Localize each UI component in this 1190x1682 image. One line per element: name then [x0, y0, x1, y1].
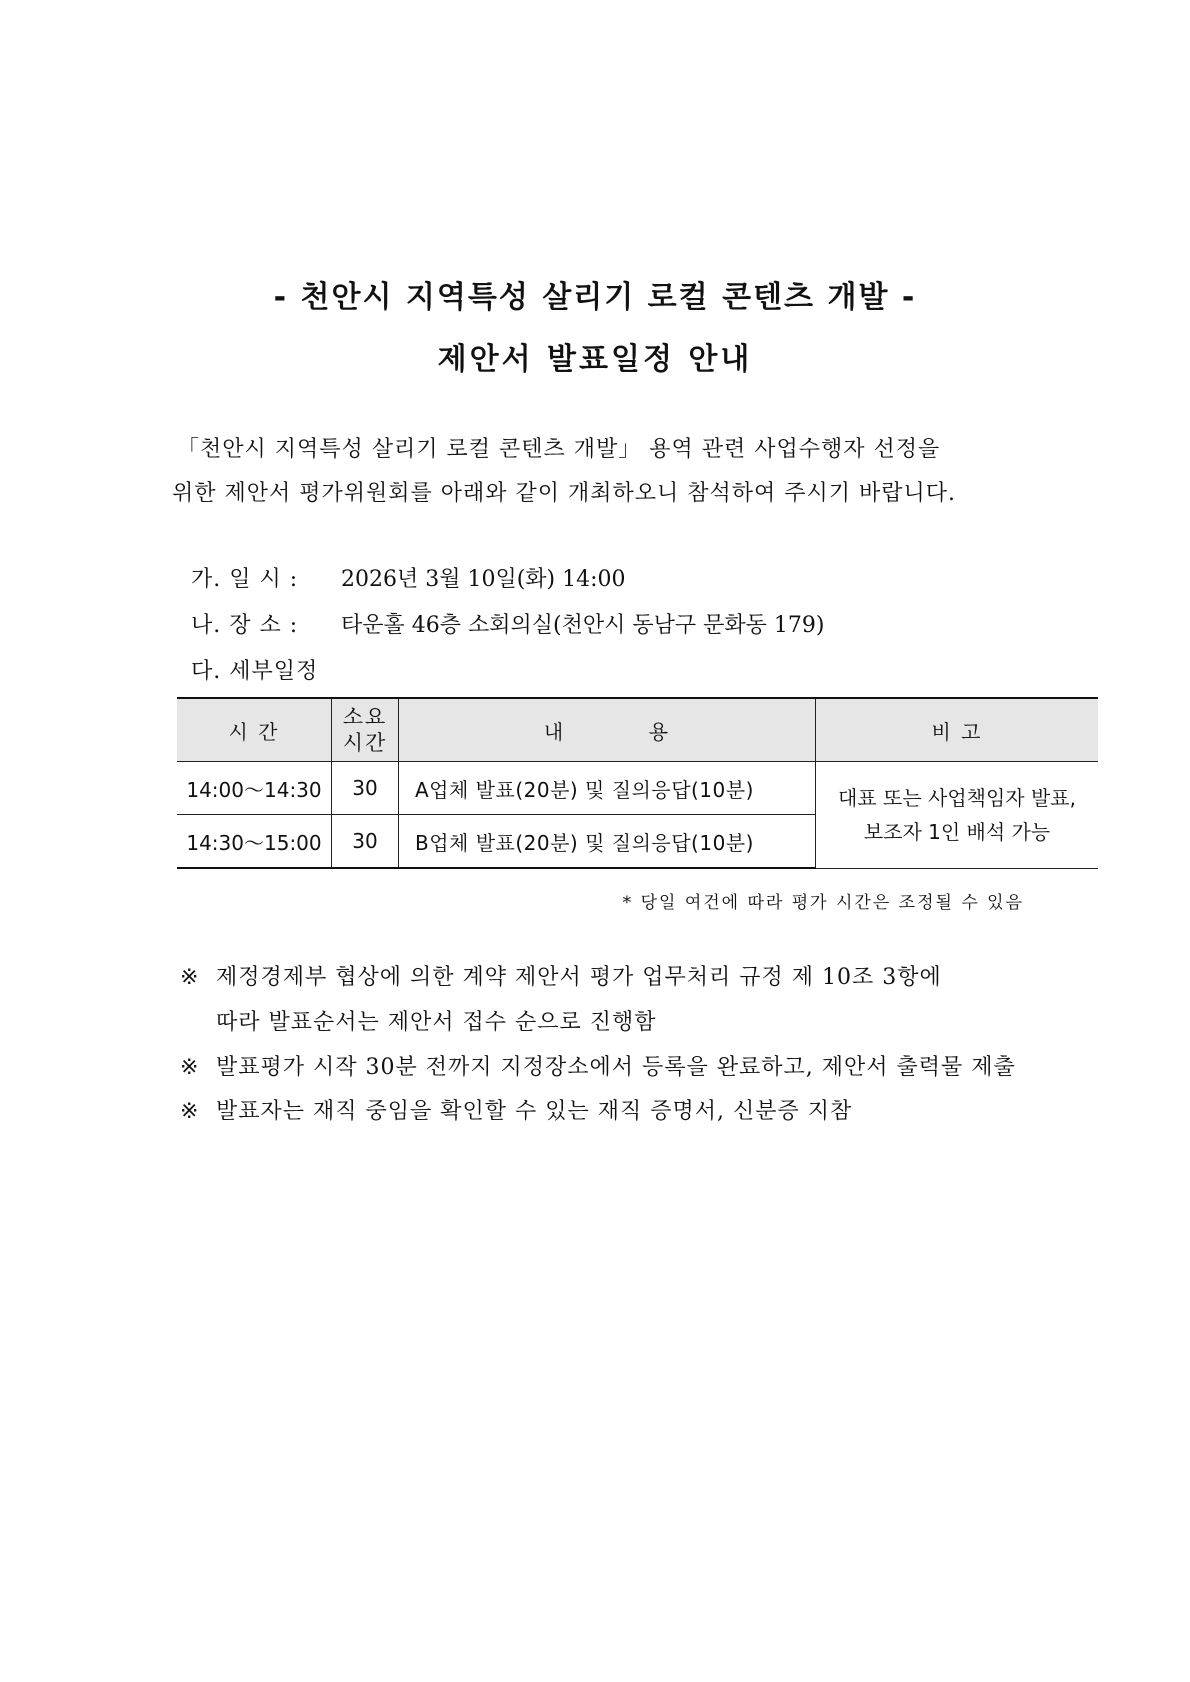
reference-mark-icon: ※	[180, 1055, 200, 1080]
row-content: B업체 발표(20분) 및 질의응답(10분)	[399, 815, 816, 869]
header-content: 내 용	[399, 698, 816, 762]
header-duration	[332, 698, 399, 762]
remark-3-text: 발표자는 재직 중임을 확인할 수 있는 재직 증명서, 신분증 지참	[216, 1099, 853, 1124]
intro-line-2: 위한 제안서 평가위원회를 아래와 같이 개최하오니 참석하여 주시기 바랍니다.	[172, 481, 957, 506]
remark-1-continuation: 따라 발표순서는 제안서 접수 순으로 진행함	[216, 1010, 657, 1035]
remark-2	[180, 1050, 1016, 1081]
header-duration-top: 소요	[342, 705, 388, 729]
row-content: A업체 발표(20분) 및 질의응답(10분)	[399, 762, 816, 815]
row-duration: 30	[332, 815, 399, 869]
document-title: - 천안시 지역특성 살리기 로컬 콘텐츠 개발 -	[273, 280, 917, 315]
note-line-2: 보조자 1인 배석 가능	[863, 819, 1051, 844]
remark-1	[180, 960, 942, 991]
item-location-label: 나. 장 소 :	[191, 613, 299, 638]
row-time: 14:00～14:30	[177, 762, 332, 815]
header-time: 시 간	[177, 698, 332, 762]
table-header-row	[177, 698, 1098, 762]
note-line-1: 대표 또는 사업책임자 발표,	[838, 785, 1076, 810]
document-subtitle: 제안서 발표일정 안내	[437, 342, 753, 377]
intro-line-1: 「천안시 지역특성 살리기 로컬 콘텐츠 개발」 용역 관련 사업수행자 선정을	[177, 437, 941, 462]
remark-3	[180, 1094, 852, 1125]
item-location-value: 타운홀 46층 소회의실(천안시 동남구 문화동 179)	[341, 613, 825, 638]
schedule-table	[177, 697, 1098, 869]
item-schedule	[191, 654, 341, 685]
table-row	[177, 762, 1098, 815]
header-duration-bottom: 시간	[342, 731, 388, 755]
header-note: 비 고	[816, 698, 1099, 762]
remark-2-text: 발표평가 시작 30분 전까지 지정장소에서 등록을 완료하고, 제안서 출력물 제출	[216, 1055, 1016, 1080]
item-datetime-label: 가. 일 시 :	[191, 567, 299, 592]
item-datetime-value: 2026년 3월 10일(화) 14:00	[341, 567, 626, 592]
remark-1-line-1: 제정경제부 협상에 의한 계약 제안서 평가 업무처리 규정 제 10조 3항에	[216, 965, 942, 990]
reference-mark-icon: ※	[180, 1099, 200, 1124]
row-note	[816, 762, 1099, 869]
footnote: * 당일 여건에 따라 평가 시간은 조정될 수 있음	[622, 893, 1024, 913]
reference-mark-icon: ※	[180, 965, 200, 990]
item-location	[191, 608, 824, 639]
row-time: 14:30～15:00	[177, 815, 332, 869]
row-duration: 30	[332, 762, 399, 815]
item-datetime	[191, 562, 626, 593]
item-schedule-label: 다. 세부일정	[191, 659, 319, 684]
